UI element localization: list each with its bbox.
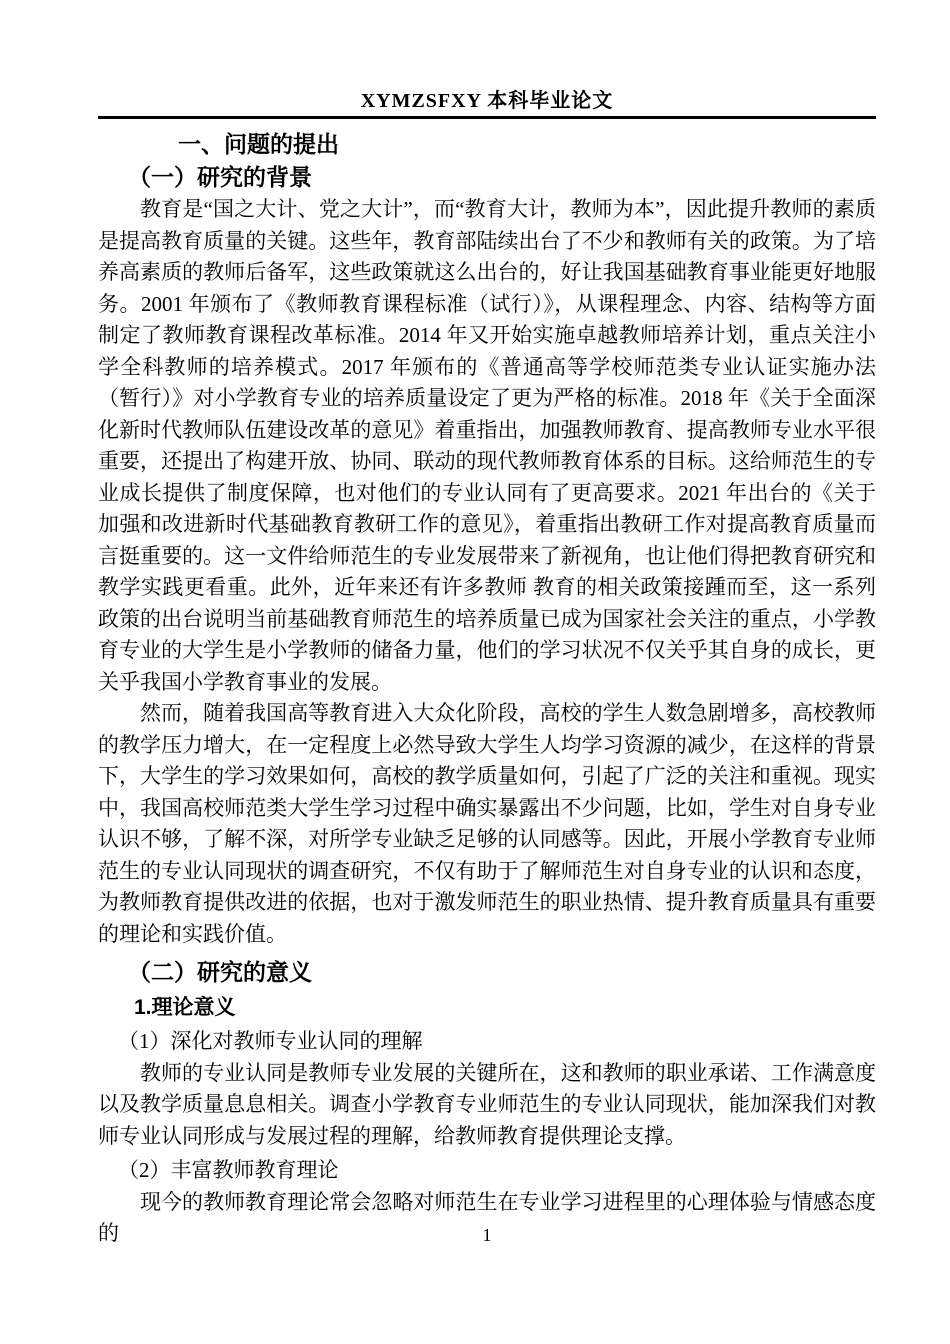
paragraph-theory-identity: 教师的专业认同是教师专业发展的关键所在，这和教师的职业承诺、工作满意度以及教学质量息息相关。调查小学教育专业师范生的专业认同现状，能加深我们对教师专业认同形成与发展过程的理解，给教师教育提供理论支撑。 <box>98 1060 876 1148</box>
item-heading-enrich-theory: （2）丰富教师教育理论 <box>118 1158 339 1182</box>
paragraph-background-policies: 教育是“国之大计、党之大计”，而“教育大计，教师为本”，因此提升教师的素质是提高教育质量的关键。这些年，教育部陆续出台了不少和教师有关的政策。为了培养高素质的教师后备军，这些政策就这么出台的，好让我国基础教育事业能更好地服务。2001 年颁布了《教师教育课程标准（试行）》，从课程理念、内容、结构等方面制定了教师教育课程改革标准。2014 年又开始实施卓越教师培养计划，重点关注小学全科教师的培养模式。2017 年颁布的《普通高等学校师范类专业认证实施办法（暂行）》对小学教育专业的培养质量设定了更为严格的标准。2018 年《关于全面深化新时代教师队伍建设改革的意见》着重指出，加强教师教育、提高教师专业水平很重要，还提出了构建开放、协同、联动的现代教师教育体系的目标。这给师范生的专业成长提供了制度保障，也对他们的专业认同有了更高要求。2021 年出台的《关于加强和改进新时代基础教育教研工作的意见》，着重指出教研工作对提高教育质量而言挺重要的。这一文件给师范生的专业发展带来了新视角，也让他们得把教育研究和教学实践更看重。此外，近年来还有许多教师 教育的相关政策接踵而至，这一系列政策的出台说明当前基础教育师范生的培养质量已成为国家社会关注的重点，小学教育专业的大学生是小学教师的储备力量，他们的学习状况不仅关乎其自身的成长，更关乎我国小学教育事业的发展。 <box>98 197 876 694</box>
paragraph-background-problems: 然而，随着我国高等教育进入大众化阶段，高校的学生人数急剧增多，高校教师的教学压力增大，在一定程度上必然导致大学生人均学习资源的减少，在这样的背景下，大学生的学习效果如何，高校的教学质量如何，引起了广泛的关注和重视。现实中，我国高校师范类大学生学习过程中确实暴露出不少问题，比如，学生对自身专业认识不够，了解不深，对所学专业缺乏足够的认同感等。因此，开展小学教育专业师范生的专业认同现状的调查研究，不仅有助于了解师范生对自身专业的认识和态度，为教师教育提供改进的依据，也对于激发师范生的职业热情、提升教育质量具有重要的理论和实践价值。 <box>98 701 876 946</box>
section-heading-problem-statement: 一、问题的提出 <box>178 131 339 157</box>
paragraph-theory-enrich: 现今的教师教育理论常会忽略对师范生在专业学习进程里的心理体验与情感态度的 <box>98 1189 876 1245</box>
subsection-heading-research-background: （一）研究的背景 <box>128 164 312 190</box>
page-content <box>98 0 876 1250</box>
page-number: 1 <box>482 1225 492 1245</box>
subsection-heading-research-significance: （二）研究的意义 <box>128 959 312 985</box>
item-heading-deepen-understanding: （1）深化对教师专业认同的理解 <box>118 1029 423 1053</box>
point-heading-theoretical-significance: 1.理论意义 <box>134 996 236 1019</box>
running-header: XYMZSFXY 本科毕业论文 <box>98 88 876 119</box>
